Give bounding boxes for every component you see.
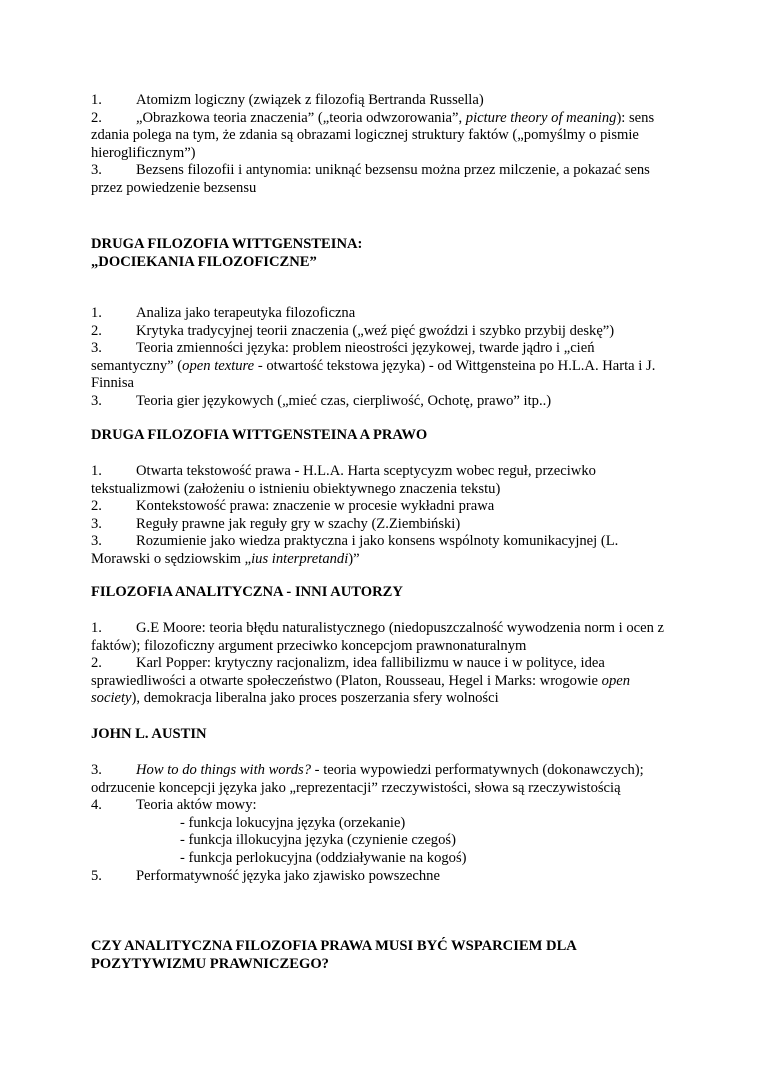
list-item <box>91 305 671 323</box>
sub-item: - funkcja lokucyjna języka (orzekanie) <box>180 814 406 831</box>
item-text: Teoria zmienności języka: problem nieostrości językowej, twarde jądro i „cień semantyczny” ( <box>91 340 595 374</box>
item-number: 3. <box>91 392 102 409</box>
item-number: 1. <box>91 620 102 636</box>
item-number: 2. <box>91 498 102 515</box>
item-text: - teoria wypowiedzi performatywnych (dokonawczych); odrzucenie koncepcji języka jako „reprezentacji” rzeczywistości, słowa są rzeczywistością <box>91 762 644 796</box>
item-text: Teoria aktów mowy: <box>136 797 257 814</box>
list-item <box>91 516 671 534</box>
item-text: G.E Moore: teoria błędu naturalistycznego (niedopuszczalność wywodzenia norm i ocen z faktów); filozoficzny argument przeciwko koncepcjom prawnonaturalnym <box>91 620 665 654</box>
item-number: 4. <box>91 797 102 814</box>
item-number: 3. <box>91 340 102 357</box>
list-item <box>91 620 671 655</box>
section-wittgenstein-second <box>91 305 671 411</box>
item-number: 1. <box>91 463 102 479</box>
heading-line: DRUGA FILOZOFIA WITTGENSTEINA A PRAWO <box>91 427 428 443</box>
italic-term: How to do things with words? <box>136 762 312 778</box>
item-text: Krytyka tradycyjnej teorii znaczenia („weź pięć gwoździ i szybko przybij deskę”) <box>136 322 615 339</box>
section-heading <box>91 236 671 271</box>
list-item <box>91 92 671 110</box>
section-heading <box>91 584 671 602</box>
item-text: Otwarta tekstowość prawa - H.L.A. Harta sceptycyzm wobec reguł, przeciwko tekstualizmowi (założeniu o istnieniu obiektywnego znaczenia tekstu) <box>91 463 596 497</box>
item-text: Atomizm logiczny (związek z filozofią Bertranda Russella) <box>136 92 484 108</box>
item-number: 1. <box>91 92 102 108</box>
heading-line: CZY ANALITYCZNA FILOZOFIA PRAWA MUSI BYĆ WSPARCIEM DLA <box>91 938 577 954</box>
list-item <box>91 340 671 393</box>
item-number: 2. <box>91 109 102 126</box>
item-text: Kontekstowość prawa: znaczenie w procesie wykładni prawa <box>136 498 495 515</box>
list-item <box>91 797 671 815</box>
section-austin <box>91 762 671 885</box>
item-text: „Obrazkowa teoria znaczenia” („teoria odwzorowania”, <box>136 109 466 126</box>
item-number: 3. <box>91 162 102 179</box>
section-heading <box>91 938 671 973</box>
italic-term: picture theory of meaning <box>465 109 617 126</box>
item-text: Analiza jako terapeutyka filozoficzna <box>136 305 356 321</box>
italic-term: ius interpretandi <box>251 550 349 567</box>
section-analytic-others <box>91 620 671 708</box>
section-heading <box>91 726 671 744</box>
item-text: Bezsens filozofii i antynomia: uniknąć bezsensu można przez milczenie, a pokazać sens przez powiedzenie bezsensu <box>91 162 650 196</box>
item-number: 3. <box>91 515 102 532</box>
heading-line: „DOCIEKANIA FILOZOFICZNE” <box>91 253 317 270</box>
list-item <box>91 498 671 516</box>
list-item <box>91 162 671 197</box>
item-number: 1. <box>91 305 102 321</box>
list-item <box>91 110 671 163</box>
item-text: ): sens zdania polega na tym, że zdania są obrazami logicznej struktury faktów („pomyślmy o pismie hieroglificznym”) <box>91 109 655 161</box>
list-item <box>91 393 671 411</box>
item-number: 5. <box>91 867 102 884</box>
section-wittgenstein-law <box>91 463 671 569</box>
heading-line: FILOZOFIA ANALITYCZNA - INNI AUTORZY <box>91 584 403 600</box>
list-item <box>91 762 671 797</box>
list-item <box>91 655 671 708</box>
item-number: 2. <box>91 655 102 672</box>
item-text: Performatywność języka jako zjawisko powszechne <box>136 867 440 884</box>
heading-line: JOHN L. AUSTIN <box>91 726 207 742</box>
heading-line: POZYTYWIZMU PRAWNICZEGO? <box>91 955 329 972</box>
list-item <box>91 463 671 498</box>
item-text: - otwartość tekstowa języka) - od Wittgensteina po H.L.A. Harta i J. Finnisa <box>91 357 656 392</box>
section-heading <box>91 427 671 445</box>
list-item <box>91 323 671 341</box>
section-wittgenstein-first <box>91 92 671 198</box>
list-item <box>91 533 671 568</box>
item-text: Teoria gier językowych („mieć czas, cierpliwość, Ochotę, prawo” itp..) <box>136 392 552 409</box>
item-number: 3. <box>91 762 102 778</box>
item-number: 2. <box>91 322 102 339</box>
heading-line: DRUGA FILOZOFIA WITTGENSTEINA: <box>91 236 363 252</box>
italic-term: open society <box>91 672 631 707</box>
item-text: Karl Popper: krytyczny racjonalizm, idea fallibilizmu w nauce i w polityce, idea sprawiedliwości a otwarte społeczeństwo (Platon, Rousseau, Hegel i Marks: wrogowie <box>91 655 605 689</box>
item-text: Rozumienie jako wiedza praktyczna i jako konsens wspólnoty komunikacyjnej (L. Morawski o sędziowskim „ <box>91 533 619 567</box>
list-item <box>91 868 671 886</box>
item-text: ), demokracja liberalna jako proces poszerzania sfery wolności <box>131 690 499 707</box>
item-number: 3. <box>91 533 102 550</box>
item-text: )” <box>348 550 360 567</box>
sub-item: - funkcja illokucyjna języka (czynienie czegoś) <box>180 832 456 849</box>
sub-item: - funkcja perlokucyjna (oddziaływanie na kogoś) <box>180 849 467 866</box>
item-text: Reguły prawne jak reguły gry w szachy (Z.Ziembiński) <box>136 515 461 532</box>
italic-term: open texture <box>182 357 255 374</box>
